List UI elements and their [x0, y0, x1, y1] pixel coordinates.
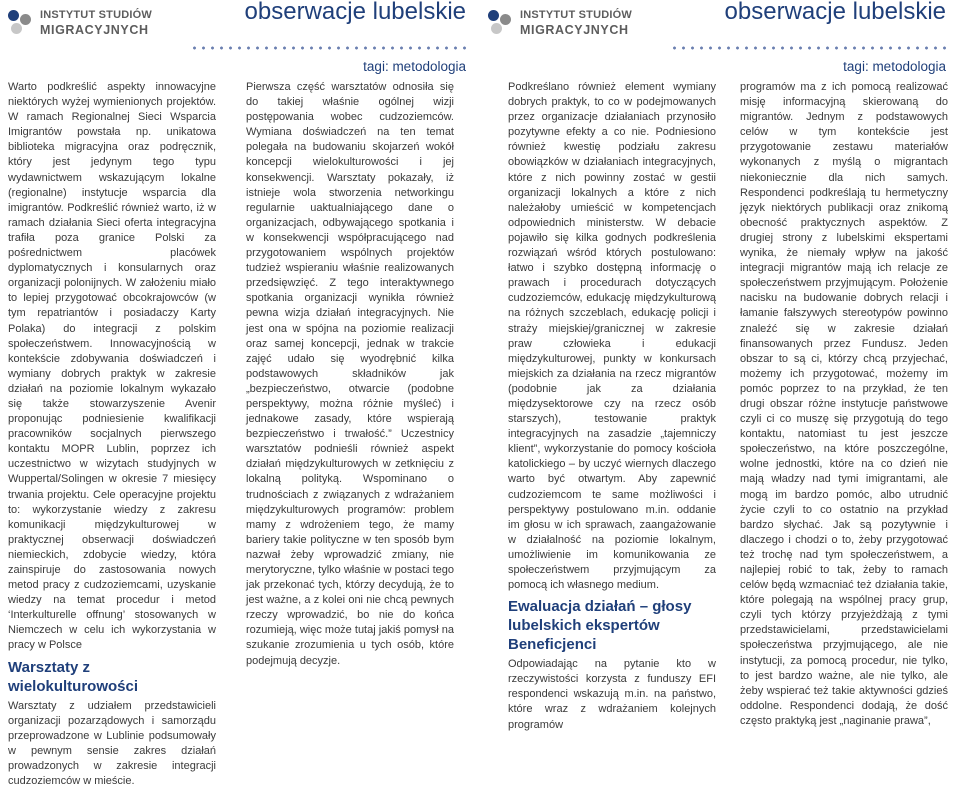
logo-mark-icon	[6, 8, 34, 38]
left-page	[0, 0, 480, 788]
section-tag: tagi: metodologia	[843, 59, 946, 74]
right-page	[480, 0, 960, 731]
paragraph: Odpowiadając na pytanie kto w rzeczywistości korzysta z funduszy EFI respondenci wskazują m.in. na państwo, które wraz z wdrażaniem kolejnych programów	[508, 658, 716, 731]
text-column-2	[246, 80, 454, 669]
text-column-1	[508, 80, 716, 733]
logo-mark-icon	[486, 8, 514, 38]
section-heading: Warsztaty z wielokulturowości	[8, 658, 139, 695]
logo-line-2: MIGRACYJNYCH	[520, 23, 629, 37]
paragraph: programów ma z ich pomocą realizować misję informacyjną skierowaną do migrantów. Jednym z podstawowych celów w tym kontekście jest przygotowanie zestawu materiałów wykonanych z myślą o migrantach niekoniecznie dla nich samych. Respondenci podkreślają tu hermetyczny język niektórych publikacji oraz znikomą obecność praktycznych aspektów. Z drugiej strony z lubelskimi ekspertami wynika, że niemały wpływ na jakość integracji migrantów mają ich relacje ze społeczeństwem przyjmującym. Położenie nacisku na budowanie dobrych relacji i łamanie fałszywych stereotypów powinno znaleźć się w zakresie działań finansowanych przez Fundusz. Jeden obszar to są ci, którzy chcą przyjechać, możemy ich przygotować, możemy im pomóc poprzez to na przykład, że ten drugi obszar różne instytucje państwowe czyli ci co muszę się przygotują do tego kontaktu, natomiast tu jest jeszcze społeczeństwo, na które poszczególne, wolne jednostki, które na co dzień nie mają władzy nad tymi imigrantami, ale mogą im bardzo pomóc, albo utrudnić życie czyli to co ostatnio na przykład bardzo słychać. Jak są pozytywnie i dlaczego i chodzi o to, żeby przygotować też trochę nad tym społeczeństwem, a najlepiej robić to tak, żeby to ramach celów będą wzmacniać też działania takie, które polegają na wspólnej pracy grup, czyli tych którzy przyjeżdżają z tymi przedstawicielami, przedstawicielami społeczeństwa przyjmującego, ale nie instytucji, za pomocą procedur, nie tylko, to jest bardzo ważne, ale nie tylko, ale żeby wspierać też takie aktywności gdzieś oddolne. Respondenci dodają, że dość często praktyką jest „naginanie prawa”,	[740, 81, 948, 727]
institute-logo	[6, 8, 152, 40]
dotted-divider	[670, 46, 946, 50]
paragraph: Pierwsza część warsztatów odnosiła się do takiej właśnie ogólnej wizji postępowania wobec cudzoziemców. Wymiana doświadczeń na ten temat polegała na budowaniu skojarzeń wokół koncepcji wielokulturowości i jej konsekwencji. Warsztaty pokazały, iż istnieje wola stworzenia networkingu regularnie uaktualniającego dane o organizacjach, odbywającego spotkania i w konsekwencji współpracującego nad przygotowaniem wspólnych projektów tudzież wspieraniu właśnie realizowanych przedsięwzięć. Z tego interaktywnego spotkania organizacji wynikła również pewna wizja działań integracyjnych. Nie jest ona w spójna na poziomie realizacji oraz samej koncepcji, jednak w trakcie zajęć udało się wyodrębnić kilka podstawowych składników jak „bezpieczeństwo, otwarcie (podobne perspektywy, można różnie myśleć) i jednakowe zasady, które wspierają bezpieczeństwo i trwałość.” Uczestnicy warsztatów podnieśli również aspekt działań międzykulturowych w zetknięciu z lokalną polityką. Wspominano o trudnościach z związanych z wdrażaniem międzykulturowych programów: problem mamy z wdrożeniem tego, że mamy bariery takie polityczne w ten sposób bym nazwał żeby wprowadzić zmiany, nie merytoryczne, tylko właśnie w postaci tego jak przekonać tych, którzy decydują, że to jest ważne, a z kolei oni nie chcą pewnych rzeczy wprowadzić, bo nie do końca rozumieją, więc może tutaj jakiś pomysł na szukanie zrozumienia u tych osób, które podejmują decyzje.	[246, 81, 454, 667]
series-title: obserwacje lubelskie	[244, 0, 466, 25]
section-heading: Ewaluacja działań – głosy lubelskich ekspertów Beneficjenci	[508, 598, 692, 654]
logo-line-1: INSTYTUT STUDIÓW	[40, 9, 152, 21]
section-tag: tagi: metodologia	[363, 59, 466, 74]
series-title: obserwacje lubelskie	[724, 0, 946, 25]
paragraph: Podkreślano również element wymiany dobrych praktyk, to co w podejmowanych przez organizacje działaniach przynosiło pozytywne efekty a co nie. Podniesiono również kwestię podziału zakresu obowiązków w działaniach integracyjnych, które z nich powinny zostać w gestii organizacji lokalnych a które z nich należałoby umieścić w kompetencjach odpowiednich ministerstw. W debacie pojawiło się kilka godnych podkreślenia rozwiązań wśród których postulowano: łatwo i szybko dostępną informację o prawach i procedurach dotyczących cudzoziemców, edukację międzykulturową na różnych szczeblach, edukację policji i straży miejskiej/granicznej w zakresie praw człowieka i edukacji międzykulturowej, punkty w konkursach miejskich za działania na rzecz migrantów (podobnie jak za działania międzysektorowe czy na rzecz osób starszych), testowanie praktyk integracyjnych na zasadzie „tajemniczy klient”, wykorzystanie do pomocy kościoła katolickiego – by uczyć wiernych dlaczego warto być otwartym. Aby zapewnić cudzoziemcom te same możliwości i perspektywy postulowano m.in. oddanie im głosu w ich sprawach, zaangażowanie w działalność na poziomie lokalnym, umożliwienie im komunikowania ze społeczeństwem przyjmującym za pomocą ich własnego medium.	[508, 81, 716, 592]
logo-line-2: MIGRACYJNYCH	[40, 23, 149, 37]
dotted-divider	[190, 46, 466, 50]
institute-logo	[486, 8, 632, 40]
text-column-2	[740, 80, 948, 729]
paragraph: Warsztaty z udziałem przedstawicieli organizacji pozarządowych i samorządu przeprowadzone w Lublinie podsumowały w pewnym sensie zakres działań prowadzonych w zakresie integracji cudzoziemców w mieście.	[8, 699, 216, 788]
text-column-1	[8, 80, 216, 789]
logo-line-1: INSTYTUT STUDIÓW	[520, 9, 632, 21]
paragraph: Warto podkreślić aspekty innowacyjne niektórych wyżej wymienionych projektów. W ramach Regionalnej Sieci Wsparcia Imigrantów powstała np. unikatowa biblioteka migracyjna oraz podręcznik, który jest jedynym tego typu wydawnictwem wskazującym lokalne (regionalne) instytucje wsparcia dla imigrantów. Podkreślić również warto, iż w ramach działania Sieci oferta integracyjna trafiła poza granice Polski za pośrednictwem placówek dyplomatycznych i konsularnych oraz organizacji polonijnych. W założeniu miało to lepiej przygotować obcokrajowców (w tym repatriantów i posiadaczy Karty Polaka) do integracji z polskim społeczeństwem. Innowacyjnością w kontekście zdobywania doświadczeń i wymiany dobrych praktyk w zakresie działań na poziomie lokalnym wykazało się także stowarzyszenie Avenir proponując podniesienie kwalifikacji pracowników socjalnych pierwszego kontaktu MOPR Lublin, poprzez ich uczestnictwo w wizytach studyjnych w Wuppertal/Solingen w okresie 7 miesięcy trwania projektu. Cele operacyjne projektu to: wykorzystanie wiedzy z zakresu komunikacji międzykulturowej w praktycznej obserwacji doświadczeń niemieckich, zdobycie wiedzy, która zainspiruje do zastosowania nowych metod pracy z cudzoziemcami, uzyskanie wiedzy na temat procedur i metod ‘Interkulturelle offnung’ stosowanych w Niemczech w celu ich wykorzystania w pracy w Polsce	[8, 81, 216, 652]
